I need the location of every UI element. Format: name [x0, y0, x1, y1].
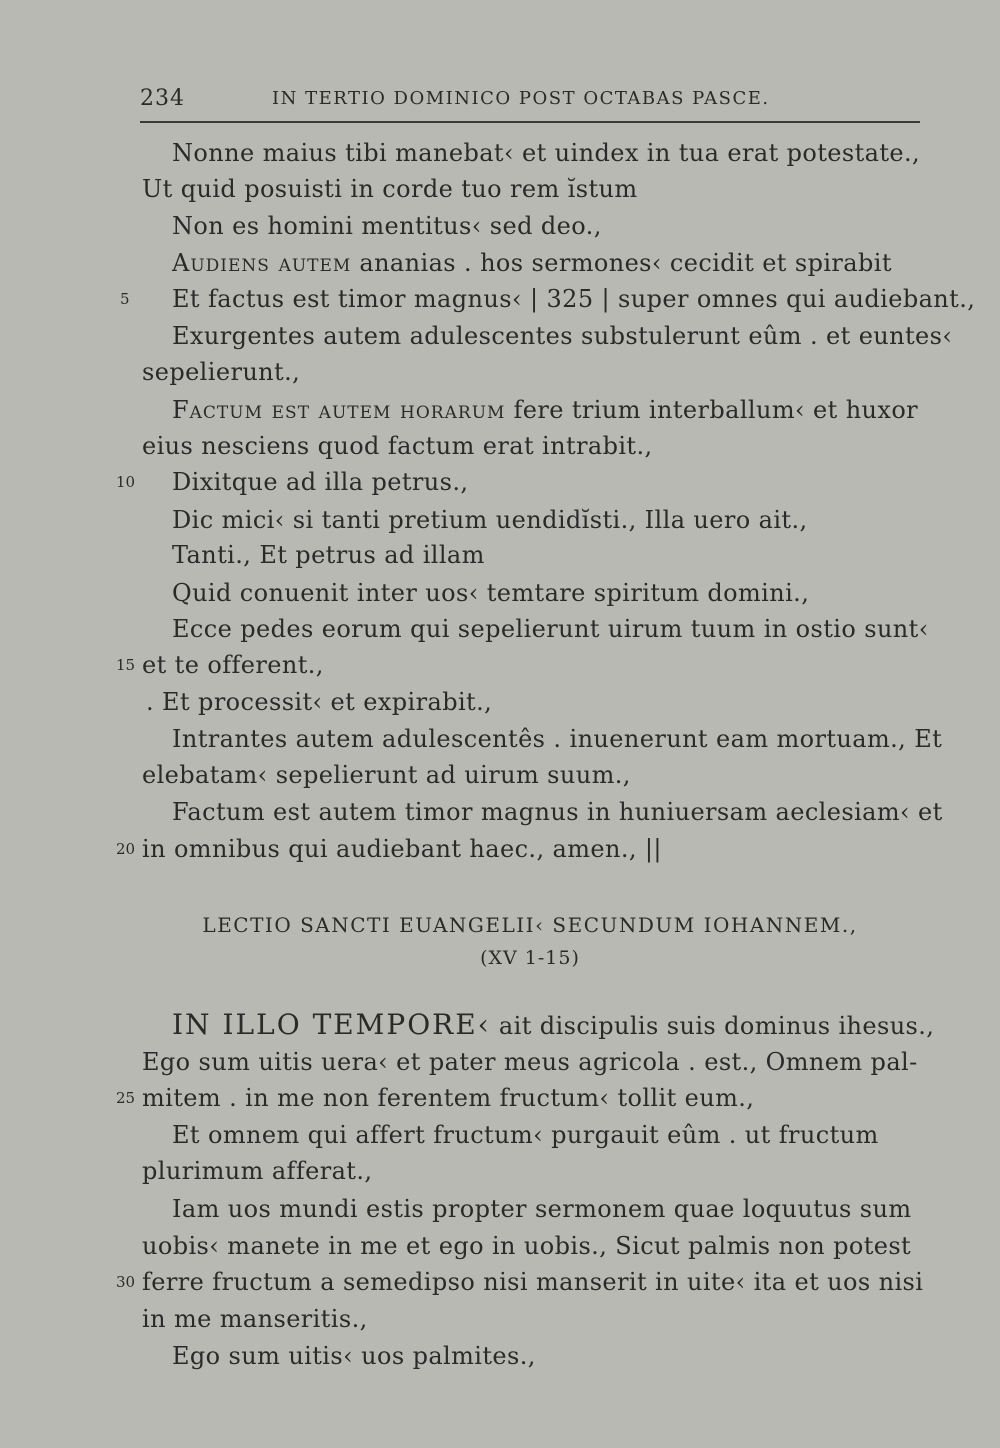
text-line: ferre fructum a semedipso nisi manserit in uite‹ ita et uos nisi: [142, 1268, 924, 1296]
small-caps-incipit: Factum est autem horarum: [172, 396, 506, 424]
text-line: Et omnem qui affert fructum‹ purgauit eûm . ut fructum: [172, 1121, 879, 1149]
incipit: IN ILLO TEMPORE‹: [172, 1008, 491, 1041]
text-line: Tanti., Et petrus ad illam: [172, 541, 485, 569]
text-line: mitem . in me non ferentem fructum‹ tollit eum.,: [142, 1084, 755, 1112]
line-continuation: ananias . hos sermones‹ cecidit et spirabit: [351, 249, 892, 277]
text-line: [172, 248, 892, 278]
line-number: 30: [116, 1273, 136, 1291]
text-line: elebatam‹ sepelierunt ad uirum suum.,: [142, 761, 631, 789]
line-number: 25: [116, 1089, 136, 1107]
text-line: et te offerent.,: [142, 651, 324, 679]
line-continuation: ait discipulis suis dominus ihesus.,: [490, 1012, 935, 1040]
text-line: Factum est autem timor magnus in huniuersam aeclesiam‹ et: [172, 798, 943, 826]
small-caps-incipit: Audiens autem: [172, 249, 352, 277]
text-line: Intrantes autem adulescentês . inuenerunt eam mortuam., Et: [172, 725, 943, 753]
text-line: sepelierunt.,: [142, 358, 301, 386]
line-number: 15: [116, 656, 136, 674]
scripture-reference: (XV 1-15): [480, 947, 580, 969]
text-line: Ego sum uitis uera‹ et pater meus agricola . est., Omnem pal-: [142, 1048, 918, 1076]
line-number: 10: [116, 473, 136, 491]
page-number: 234: [140, 86, 185, 111]
text-line: Nonne maius tibi manebat‹ et uindex in tua erat potestate.,: [172, 139, 921, 167]
gospel-first-line: [172, 1010, 934, 1041]
text-line: Ego sum uitis‹ uos palmites.,: [172, 1342, 536, 1370]
text-line: Exurgentes autem adulescentes substulerunt eûm . et euntes‹: [172, 322, 953, 350]
text-line: in omnibus qui audiebant haec., amen., ||: [142, 835, 662, 863]
text-line: uobis‹ manete in me et ego in uobis., Sicut palmis non potest: [142, 1232, 912, 1260]
running-title: IN TERTIO DOMINICO POST OCTABAS PASCE.: [272, 88, 770, 109]
line-number: 5: [120, 290, 130, 308]
text-line: . Et processit‹ et expirabit.,: [146, 688, 493, 716]
text-line: Non es homini mentitus‹ sed deo.,: [172, 212, 602, 240]
text-line: Quid conuenit inter uos‹ temtare spiritum domini.,: [172, 579, 810, 607]
text-line: [172, 395, 918, 425]
text-line: Dixitque ad illa petrus.,: [172, 468, 469, 496]
line-continuation: fere trium interballum‹ et huxor: [505, 396, 919, 424]
text-line: Ut quid posuisti in corde tuo rem ĭstum: [142, 175, 638, 203]
section-heading: LECTIO SANCTI EUANGELII‹ SECUNDUM IOHANNEM.,: [202, 913, 858, 937]
text-line: Ecce pedes eorum qui sepelierunt uirum tuum in ostio sunt‹: [172, 615, 929, 643]
text-line: plurimum afferat.,: [142, 1157, 373, 1185]
text-line: Iam uos mundi estis propter sermonem quae loquutus sum: [172, 1195, 912, 1223]
page-header: [140, 80, 920, 120]
header-rule: [140, 121, 920, 123]
text-line: Dic mici‹ si tanti pretium uendidĭsti., Illa uero ait.,: [172, 506, 808, 534]
text-line: eius nesciens quod factum erat intrabit.,: [142, 432, 653, 460]
line-number: 20: [116, 840, 136, 858]
text-line: Et factus est timor magnus‹ | 325 | super omnes qui audiebant.,: [172, 285, 976, 313]
text-line: in me manseritis.,: [142, 1305, 368, 1333]
